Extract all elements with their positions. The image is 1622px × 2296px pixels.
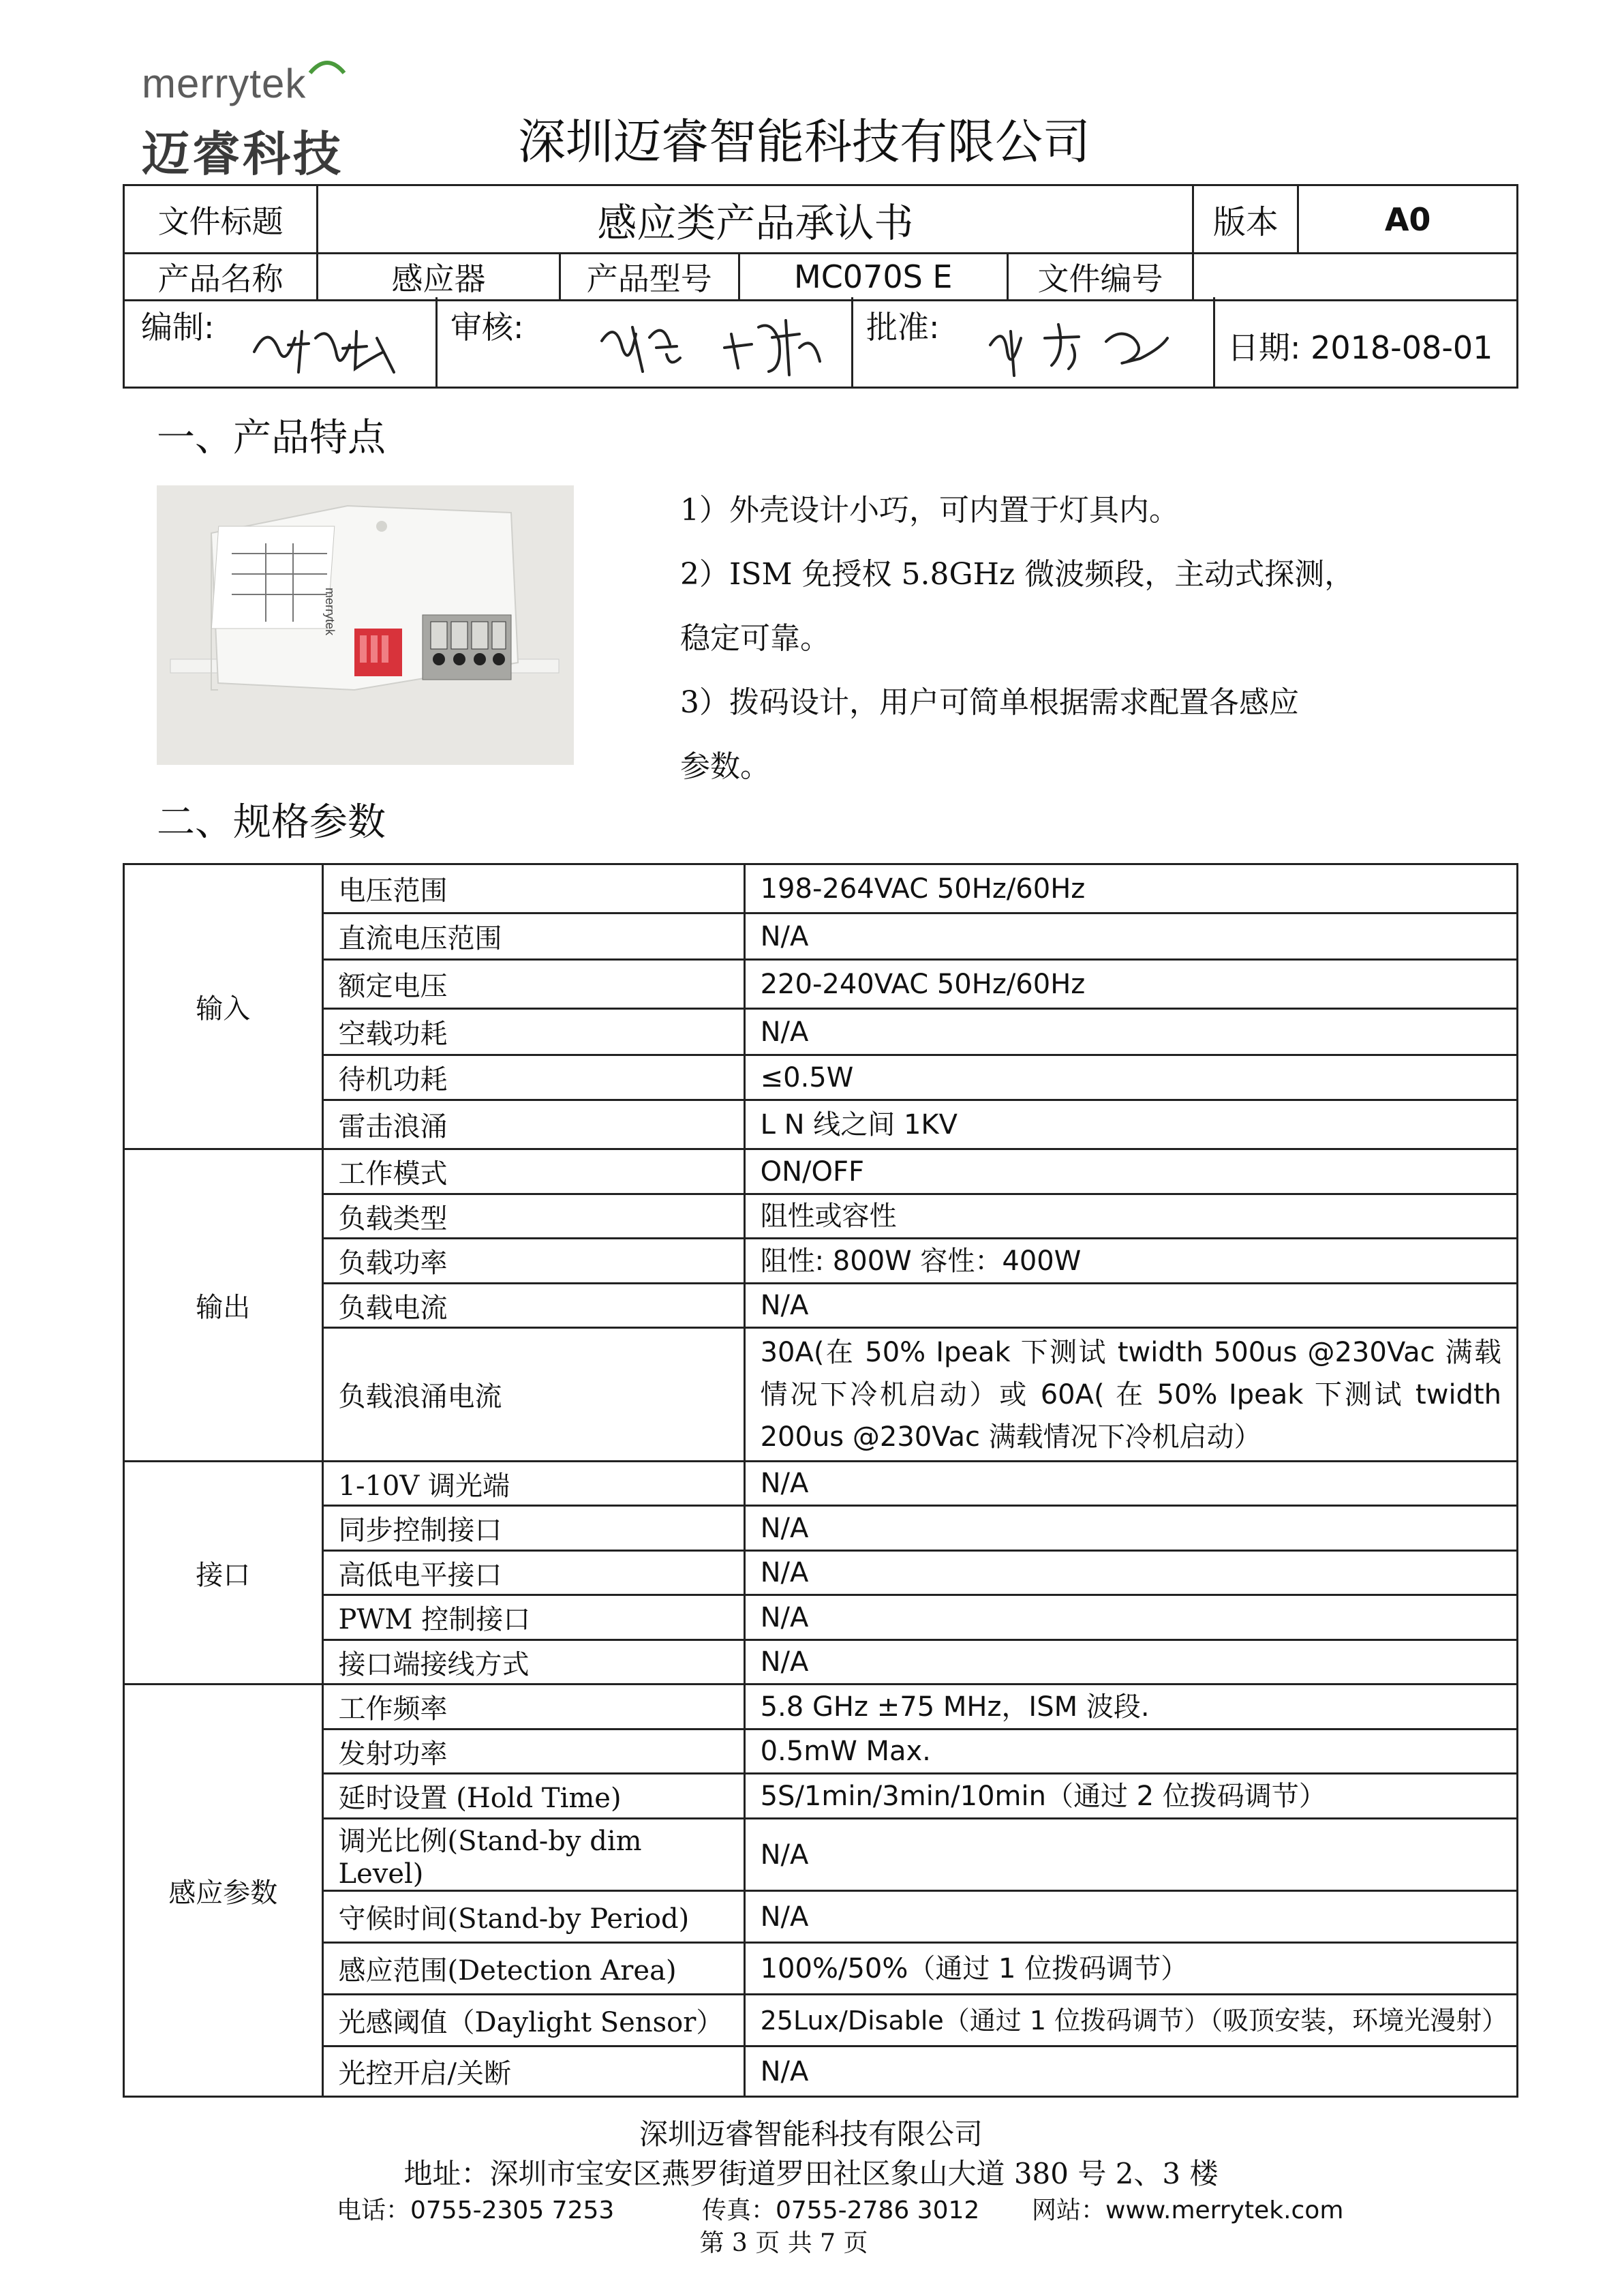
spec-value: N/A <box>744 913 1517 960</box>
spec-value: 阻性: 800W 容性：400W <box>744 1239 1517 1284</box>
spec-group-interface: 接口 <box>124 1462 323 1685</box>
section-title-features: 一、产品特点 <box>157 416 386 460</box>
company-logo <box>136 56 402 182</box>
spec-param: 1-10V 调光端 <box>322 1462 744 1506</box>
spec-value: L N 线之间 1KV <box>744 1100 1517 1149</box>
page-number: 第 3 页 共 7 页 <box>699 2229 868 2257</box>
spec-param: 守候时间(Stand-by Period) <box>322 1891 744 1943</box>
version-label: 版本 <box>1193 185 1298 254</box>
spec-value: N/A <box>744 1819 1517 1891</box>
prepared-signature-icon <box>247 311 404 379</box>
reviewed-signature-icon <box>595 307 827 382</box>
product-name-label: 产品名称 <box>124 254 318 301</box>
document-header-table <box>123 184 1518 301</box>
spec-value: N/A <box>744 1640 1517 1685</box>
logo-mark-icon <box>307 56 348 76</box>
spec-value: ON/OFF <box>744 1149 1517 1194</box>
spec-value: N/A <box>744 1891 1517 1943</box>
spec-value: N/A <box>744 2046 1517 2097</box>
spec-value: 220-240VAC 50Hz/60Hz <box>744 960 1517 1009</box>
doc-no-label: 文件编号 <box>1007 254 1193 301</box>
spec-value: 5S/1min/3min/10min（通过 2 位拨码调节） <box>744 1774 1517 1819</box>
spec-param: 接口端接线方式 <box>322 1640 744 1685</box>
spec-param: 待机功耗 <box>322 1055 744 1100</box>
approved-label: 批准: <box>866 309 940 346</box>
spec-param: 负载浪涌电流 <box>322 1328 744 1462</box>
spec-param: 负载电流 <box>322 1284 744 1328</box>
spec-value: ≤0.5W <box>744 1055 1517 1100</box>
spec-param: 额定电压 <box>322 960 744 1009</box>
title-label: 文件标题 <box>124 185 318 254</box>
spec-param: 高低电平接口 <box>322 1551 744 1595</box>
spec-value: 5.8 GHz ±75 MHz，ISM 波段. <box>744 1685 1517 1729</box>
logo-brand-en: merrytek <box>142 61 307 106</box>
spec-param: 电压范围 <box>322 864 744 913</box>
feature-line-3: 稳定可靠。 <box>680 621 830 656</box>
spec-value: 0.5mW Max. <box>744 1729 1517 1774</box>
product-photo <box>157 485 574 765</box>
spec-value: 198-264VAC 50Hz/60Hz <box>744 864 1517 913</box>
spec-value: 100%/50%（通过 1 位拨码调节） <box>744 1943 1517 1995</box>
spec-param: 负载类型 <box>322 1194 744 1239</box>
spec-param: 雷击浪涌 <box>322 1100 744 1149</box>
spec-group-output: 输出 <box>124 1149 323 1462</box>
spec-table <box>123 863 1518 2098</box>
spec-group-input: 输入 <box>124 864 323 1149</box>
reviewed-label: 审核: <box>450 309 524 346</box>
spec-value: N/A <box>744 1284 1517 1328</box>
spec-value: N/A <box>744 1595 1517 1640</box>
feature-line-1: 1）外壳设计小巧，可内置于灯具内。 <box>680 493 1179 528</box>
prepared-label: 编制: <box>141 309 215 346</box>
model-value: MC070S E <box>739 254 1007 301</box>
approved-signature-icon <box>977 311 1181 379</box>
spec-value: N/A <box>744 1462 1517 1506</box>
spec-value: 25Lux/Disable（通过 1 位拨码调节）（吸顶安装，环境光漫射） <box>744 1995 1517 2046</box>
spec-value: 阻性或容性 <box>744 1194 1517 1239</box>
footer-address: 地址：深圳市宝安区燕罗街道罗田社区象山大道 380 号 2、3 楼 <box>403 2157 1219 2190</box>
document-title: 感应类产品承认书 <box>318 185 1193 254</box>
product-brand-label: merrytek <box>323 588 337 636</box>
spec-value: N/A <box>744 1506 1517 1551</box>
spec-value: 30A(在 50% Ipeak 下测试 twidth 500us @230Vac 满载情况下冷机启动）或 60A( 在 50% Ipeak 下测试 twidth 200us @230Vac 满载情况下冷机启动） <box>744 1328 1517 1462</box>
spec-param: 发射功率 <box>322 1729 744 1774</box>
feature-line-5: 参数。 <box>680 749 770 784</box>
feature-line-4: 3）拨码设计，用户可简单根据需求配置各感应 <box>680 685 1299 720</box>
spec-param: 光控开启/关断 <box>322 2046 744 2097</box>
spec-param: 同步控制接口 <box>322 1506 744 1551</box>
spec-value: N/A <box>744 1009 1517 1055</box>
footer-company: 深圳迈睿智能科技有限公司 <box>639 2117 983 2151</box>
feature-line-2: 2）ISM 免授权 5.8GHz 微波频段，主动式探测， <box>680 557 1355 592</box>
spec-param: 光感阈值（Daylight Sensor） <box>322 1995 744 2046</box>
spec-param: 工作频率 <box>322 1685 744 1729</box>
signature-row <box>123 297 1518 389</box>
spec-param: PWM 控制接口 <box>322 1595 744 1640</box>
spec-param: 工作模式 <box>322 1149 744 1194</box>
spec-param: 直流电压范围 <box>322 913 744 960</box>
doc-no-value <box>1193 254 1518 301</box>
spec-param: 延时设置 (Hold Time) <box>322 1774 744 1819</box>
logo-brand-cn: 迈睿科技 <box>142 126 343 182</box>
version-value: A0 <box>1298 185 1518 254</box>
document-date: 日期: 2018-08-01 <box>1227 329 1493 366</box>
company-title: 深圳迈睿智能科技有限公司 <box>518 114 1090 170</box>
footer-website: 网站：www.merrytek.com <box>1032 2196 1344 2224</box>
spec-param: 负载功率 <box>322 1239 744 1284</box>
spec-group-sensing: 感应参数 <box>124 1685 323 2097</box>
spec-value: N/A <box>744 1551 1517 1595</box>
model-label: 产品型号 <box>560 254 739 301</box>
spec-param: 调光比例(Stand-by dim Level) <box>322 1819 744 1891</box>
spec-param: 感应范围(Detection Area) <box>322 1943 744 1995</box>
section-title-specs: 二、规格参数 <box>157 800 386 845</box>
footer-phone: 电话：0755-2305 7253 <box>337 2196 615 2224</box>
product-sensor-image <box>157 485 574 765</box>
spec-param: 空载功耗 <box>322 1009 744 1055</box>
product-name-value: 感应器 <box>318 254 560 301</box>
footer-fax: 传真：0755-2786 3012 <box>702 2196 980 2224</box>
